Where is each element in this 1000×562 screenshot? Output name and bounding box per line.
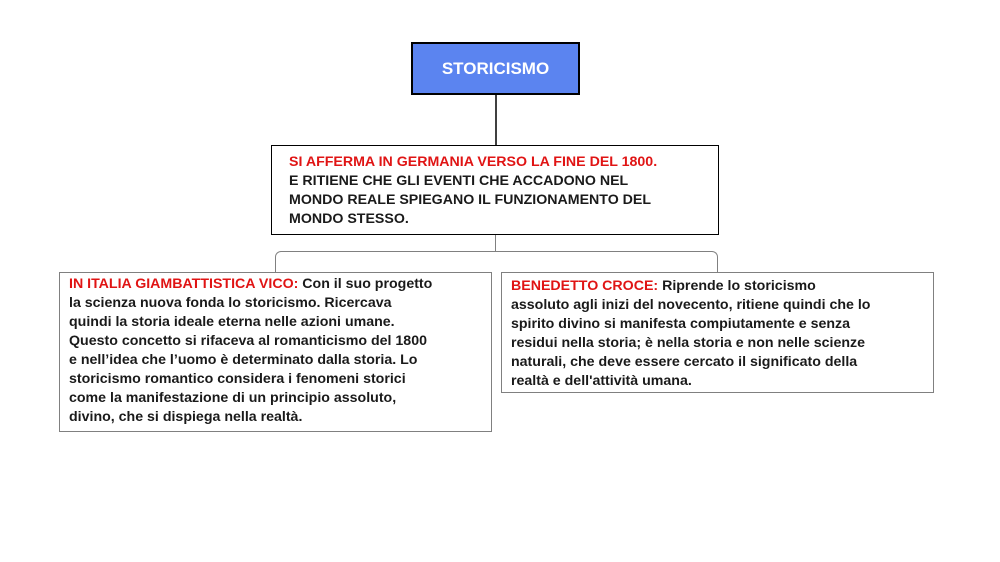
vico-line: divino, che si dispiega nella realtà.	[69, 409, 303, 425]
root-node-storicismo	[411, 42, 580, 95]
intro-connector	[495, 235, 496, 251]
vico-line: Questo concetto si rifaceva al romanticismo del 1800	[69, 333, 427, 349]
croce-node	[501, 272, 934, 393]
vico-highlight: IN ITALIA GIAMBATTISTICA VICO:	[69, 276, 299, 292]
intro-highlight: SI AFFERMA IN GERMANIA VERSO LA FINE DEL 1800.	[289, 154, 658, 170]
root-connector	[495, 95, 497, 146]
branch-connector	[275, 251, 718, 272]
vico-first-line	[69, 275, 483, 294]
vico-line: la scienza nuova fonda lo storicismo. Ricercava	[69, 295, 392, 311]
vico-line: storicismo romantico considera i fenomeni storici	[69, 371, 406, 387]
vico-line: come la manifestazione di un principio assoluto,	[69, 390, 397, 406]
vico-first-line-rest: Con il suo progetto	[298, 276, 433, 292]
root-title: STORICISMO	[441, 58, 550, 78]
vico-line: e nell’idea che l’uomo è determinato dalla storia. Lo	[69, 352, 418, 368]
intro-line: MONDO REALE SPIEGANO IL FUNZIONAMENTO DEL	[289, 192, 652, 208]
croce-line: naturali, che deve essere cercato il significato della	[511, 354, 858, 370]
croce-line: assoluto agli inizi del novecento, ritiene quindi che lo	[511, 297, 871, 313]
croce-line: realtà e dell'attività umana.	[511, 373, 692, 389]
croce-first-line-rest: Riprende lo storicismo	[658, 278, 816, 294]
croce-line: residui nella storia; è nella storia e non nelle scienze	[511, 335, 866, 351]
intro-line: MONDO STESSO.	[289, 211, 409, 227]
intro-line: E RITIENE CHE GLI EVENTI CHE ACCADONO NEL	[289, 173, 629, 189]
croce-line: spirito divino si manifesta compiutamente e senza	[511, 316, 851, 332]
croce-highlight: BENEDETTO CROCE:	[511, 278, 659, 294]
intro-node	[271, 145, 719, 235]
vico-node	[59, 272, 492, 432]
vico-line: quindi la storia ideale eterna nelle azioni umane.	[69, 314, 395, 330]
croce-first-line	[511, 277, 925, 296]
